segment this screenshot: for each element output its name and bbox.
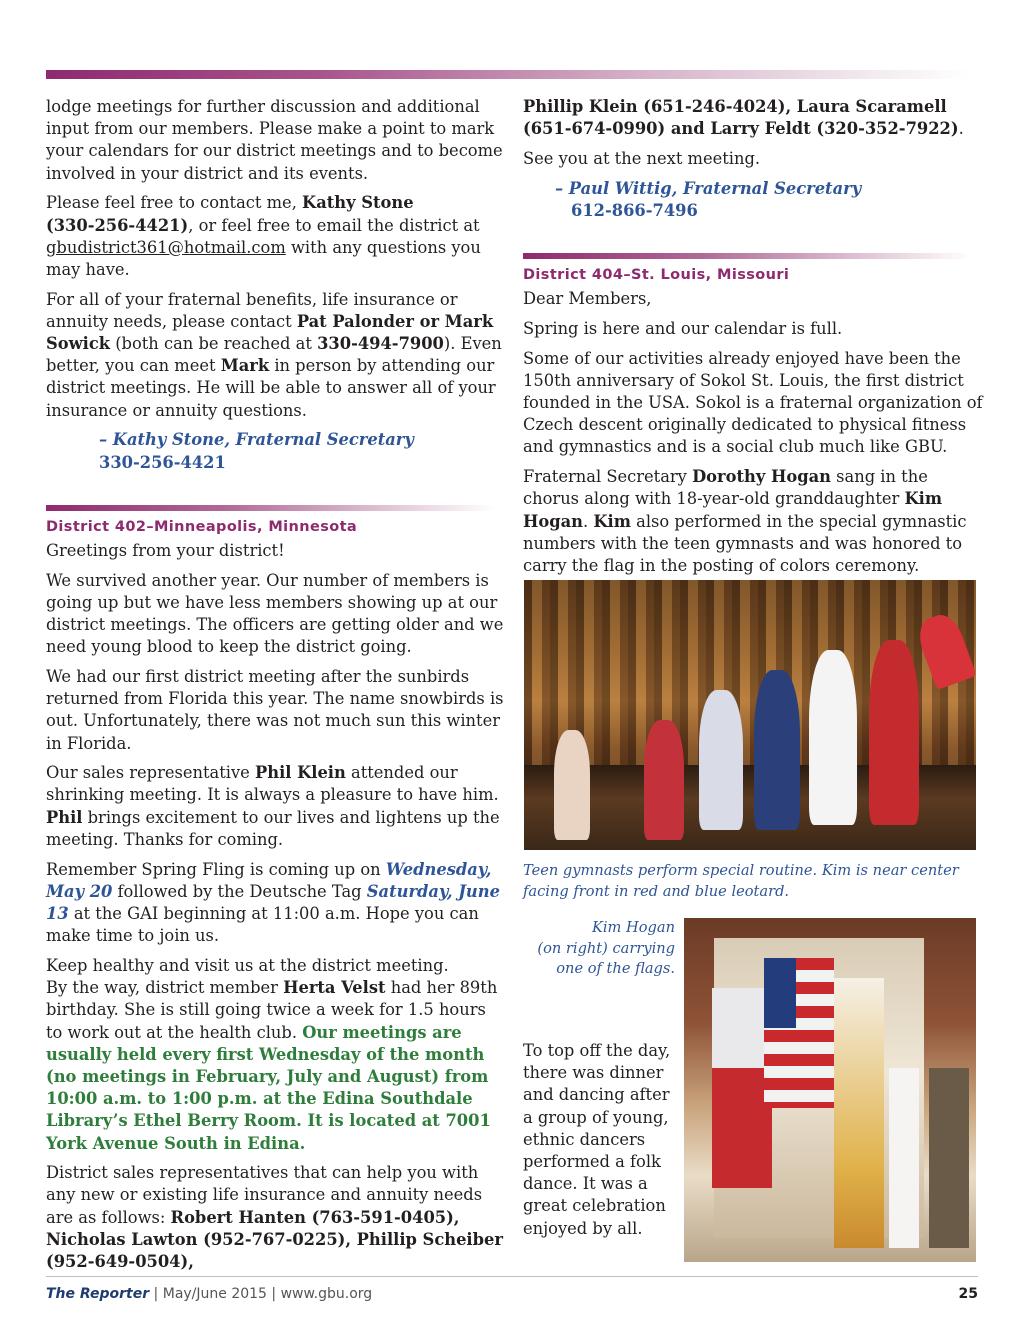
signature-phone: 330-256-4421 — [99, 452, 226, 472]
event-date: Wednesday, May 20 — [46, 859, 492, 901]
paragraph — [46, 859, 506, 948]
caption-line: (on right) carrying — [537, 939, 675, 957]
event-date: Saturday, June 13 — [46, 881, 500, 923]
district-404-heading: District 404–St. Louis, Missouri — [523, 267, 790, 284]
text: sang in the chorus along with 18-year-old granddaughter — [523, 467, 928, 509]
text: For all of your fraternal benefits, life insurance or annuity needs, please contact — [46, 289, 458, 331]
paragraph: Dear Members, — [523, 289, 652, 309]
signature-name: – Paul Wittig, Fraternal Secretary — [555, 178, 862, 198]
caption-line: Kim Hogan — [591, 919, 675, 936]
closing-paragraph: To top off the day, there was dinner and dancing after a group of young, ethnic dancers performed a folk dance. It was a great celebration enjoyed by all. — [523, 1041, 671, 1238]
sales-reps: Phillip Klein (651-246-4024), Laura Scaramell (651-674-0990) and Larry Feldt (320-352-7922) — [523, 97, 959, 139]
paragraph: We survived another year. Our number of members is going up but we have less members showing up at our district meetings. The officers are getting older and we need young blood to keep the district going. — [46, 570, 504, 657]
text: Please feel free to contact me, — [46, 193, 303, 213]
photo-caption: Teen gymnasts perform special routine. Kim is near center facing front in red and blue leotard. — [523, 862, 959, 900]
email-link[interactable]: gbudistrict361@hotmail.com — [46, 237, 286, 257]
meeting-info: Our meetings are usually held every first Wednesday of the month (no meetings in February, July and August) from 10:00 a.m. to 1:00 p.m. at the Edina Southdale Library’s Ethel Berry Room. It is located at 7001 York Avenue South in Edina. — [46, 1022, 491, 1153]
person-name: Phil Klein — [254, 763, 346, 783]
text: Fraternal Secretary — [523, 467, 693, 487]
contact-name: Mark — [220, 356, 270, 376]
publication-name: The Reporter — [46, 1286, 150, 1302]
text: Remember Spring Fling is coming up on — [46, 859, 386, 879]
contact-phone: 330-494-7900 — [317, 334, 444, 354]
paragraph — [46, 955, 506, 1155]
contact-name: Kathy Stone — [302, 193, 414, 213]
separator: | — [266, 1286, 281, 1302]
paragraph: We had our first district meeting after the sunbirds returned from Florida this year. The name snowbirds is out. Unfortunately, there was not much sun this winter in Florida. — [46, 666, 504, 753]
text: with any questions you may have. — [46, 237, 481, 279]
signature-phone: 612-866-7496 — [571, 200, 698, 220]
page-number: 25 — [958, 1286, 978, 1302]
paragraph — [523, 96, 983, 140]
footer-rule — [46, 1276, 978, 1277]
person-name: Dorothy Hogan — [692, 467, 831, 487]
text: also performed in the special gymnastic numbers with the teen gymnasts and was honored to carry the flag in the posting of colors ceremony. — [523, 511, 967, 575]
person-name: Kim — [593, 511, 631, 531]
paragraph — [523, 466, 983, 577]
text: District sales representatives that can help you with any new or existing life insurance and annuity needs are as follows: — [46, 1163, 483, 1227]
photo-caption — [523, 918, 675, 980]
person-name: Herta Velst — [283, 978, 386, 998]
text: ). Even better, you can meet — [46, 334, 502, 376]
text: By the way, district member — [46, 978, 284, 998]
text: attended our shrinking meeting. It is always a pleasure to have him. — [46, 763, 499, 805]
caption-line: one of the flags. — [556, 960, 675, 977]
district-402-heading: District 402–Minneapolis, Minnesota — [46, 518, 358, 535]
text: . — [958, 119, 964, 139]
page-footer — [46, 1286, 978, 1302]
separator: | — [149, 1286, 163, 1302]
text: at the GAI beginning at 11:00 a.m. Hope you can make time to join us. — [46, 904, 479, 946]
right-column — [523, 96, 983, 585]
person-name: Phil — [46, 807, 83, 827]
text: Keep healthy and visit us at the district meeting. — [46, 955, 449, 975]
paragraph: Spring is here and our calendar is full. — [523, 318, 843, 338]
text: (both can be reached at — [110, 334, 318, 354]
text: followed by the Deutsche Tag — [112, 881, 367, 901]
paragraph: lodge meetings for further discussion and additional input from our members. Please make a point to mark your calendars for our district meetings and to become involved in your district and its events. — [46, 97, 503, 183]
contact-names: Pat Palonder or Mark Sowick — [46, 311, 494, 354]
signature-name: – Kathy Stone, Fraternal Secretary — [99, 430, 414, 450]
paragraph: Greetings from your district! — [46, 540, 285, 560]
text: brings excitement to our lives and lightens up the meeting. Thanks for coming. — [46, 807, 500, 849]
text: had her 89th birthday. She is still going twice a week for 1.5 hours to work out at the health club. — [46, 978, 498, 1042]
paragraph — [46, 1162, 506, 1273]
gymnasts-photo — [524, 580, 976, 850]
paragraph: See you at the next meeting. — [523, 148, 761, 168]
text: , or feel free to email the district at — [188, 215, 480, 235]
text: . — [583, 511, 594, 531]
paragraph — [46, 289, 506, 422]
text: in person by attending our district meetings. He will be able to answer all of your insurance or annuity questions. — [46, 356, 496, 420]
paragraph: Some of our activities already enjoyed have been the 150th anniversary of Sokol St. Louis, the first district founded in the USA. Sokol is a fraternal organization of Czech descent originally dedicated to physical fitness and gymnastics and is a social club much like GBU. — [523, 348, 983, 457]
contact-phone: (330-256-4421) — [46, 215, 189, 235]
sales-reps: Robert Hanten (763-591-0405), Nicholas Lawton (952-767-0225), Phillip Scheiber (952-649-0504), — [46, 1207, 503, 1272]
paragraph — [46, 762, 506, 851]
text: Our sales representative — [46, 763, 255, 783]
website-link[interactable]: www.gbu.org — [280, 1286, 373, 1302]
left-column — [46, 96, 506, 1281]
section-divider — [46, 505, 496, 511]
top-accent-bar — [46, 70, 970, 79]
section-divider — [523, 253, 973, 259]
person-name: Kim Hogan — [523, 489, 943, 531]
flag-ceremony-photo — [684, 918, 976, 1262]
issue-date: May/June 2015 — [162, 1286, 267, 1302]
paragraph — [46, 192, 506, 281]
